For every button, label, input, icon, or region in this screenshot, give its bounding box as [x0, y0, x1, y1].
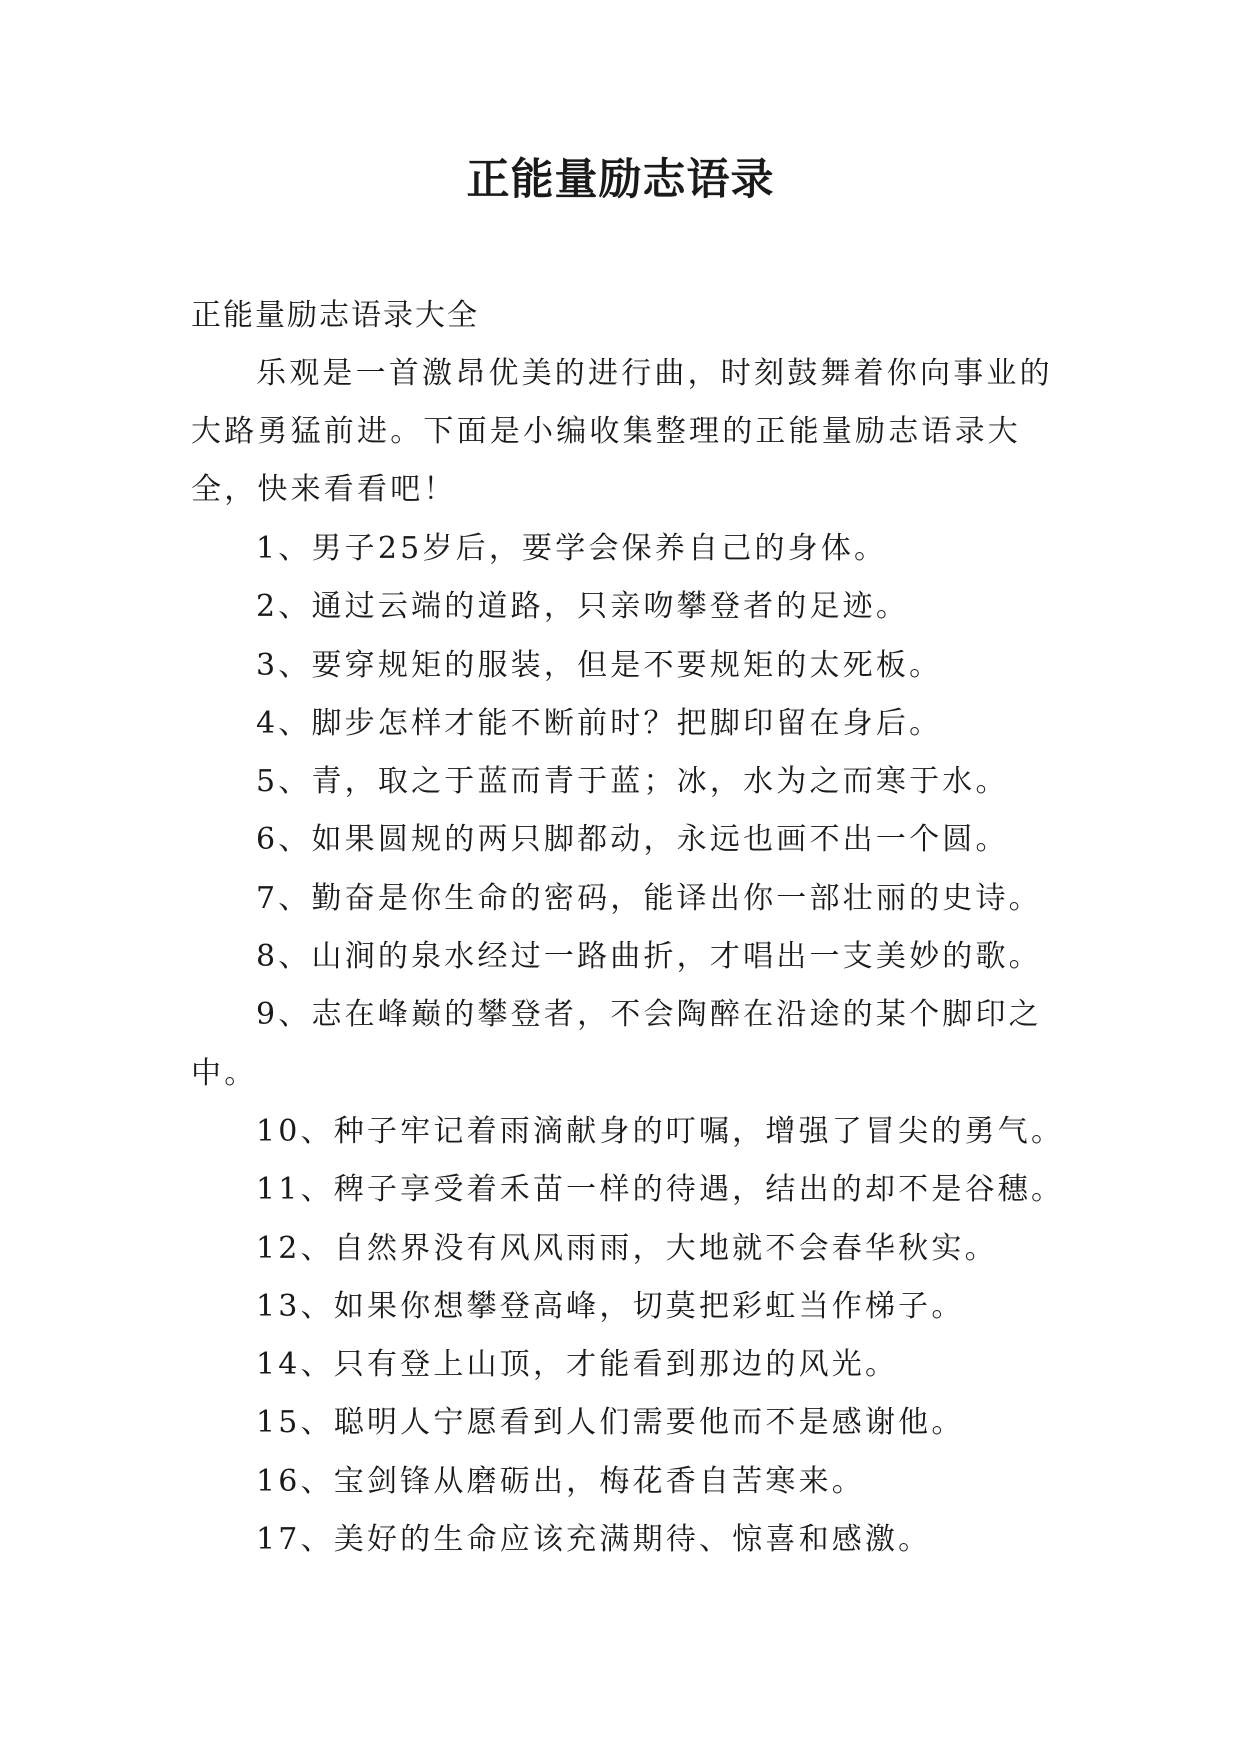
- quote-item: 8、山涧的泉水经过一路曲折，才唱出一支美妙的歌。: [256, 939, 1042, 975]
- quote-item: 7、勤奋是你生命的密码，能译出你一部壮丽的史诗。: [256, 880, 1042, 916]
- quote-item: 1、男子25岁后，要学会保养自己的身体。: [256, 531, 888, 566]
- quote-item: 12、自然界没有风风雨雨，大地就不会春华秋实。: [256, 1230, 998, 1266]
- quote-item: 10、种子牢记着雨滴献身的叮嘱，增强了冒尖的勇气。: [256, 1113, 1065, 1149]
- quote-item: 2、通过云端的道路，只亲吻攀登者的足迹。: [256, 589, 910, 625]
- quote-item: 11、稗子享受着禾苗一样的待遇，结出的却不是谷穗。: [256, 1172, 1065, 1208]
- quote-item: 5、青，取之于蓝而青于蓝；冰，水为之而寒于水。: [256, 764, 1009, 800]
- quote-item: 9、志在峰巅的攀登者，不会陶醉在沿途的某个脚印之中。: [191, 997, 1042, 1091]
- quote-item: 3、要穿规矩的服装，但是不要规矩的太死板。: [256, 647, 943, 683]
- quote-item: 17、美好的生命应该充满期待、惊喜和感激。: [256, 1522, 932, 1558]
- quote-item: 16、宝剑锋从磨砺出，梅花香自苦寒来。: [256, 1463, 865, 1499]
- quote-item: 14、只有登上山顶，才能看到那边的风光。: [256, 1347, 899, 1383]
- document-subtitle: 正能量励志语录大全: [191, 298, 479, 333]
- quote-item: 15、聪明人宁愿看到人们需要他而不是感谢他。: [256, 1405, 965, 1441]
- quote-item: 6、如果圆规的两只脚都动，永远也画不出一个圆。: [256, 822, 1009, 858]
- quote-item: 13、如果你想攀登高峰，切莫把彩虹当作梯子。: [256, 1288, 965, 1324]
- quote-list: [191, 520, 1071, 1569]
- quote-item: 4、脚步怎样才能不断前时？把脚印留在身后。: [256, 705, 943, 741]
- document-title: 正能量励志语录: [466, 155, 775, 205]
- intro-paragraph: 乐观是一首激昂优美的进行曲，时刻鼓舞着你向事业的大路勇猛前进。下面是小编收集整理的正能量励志语录大全，快来看看吧！: [191, 356, 1053, 507]
